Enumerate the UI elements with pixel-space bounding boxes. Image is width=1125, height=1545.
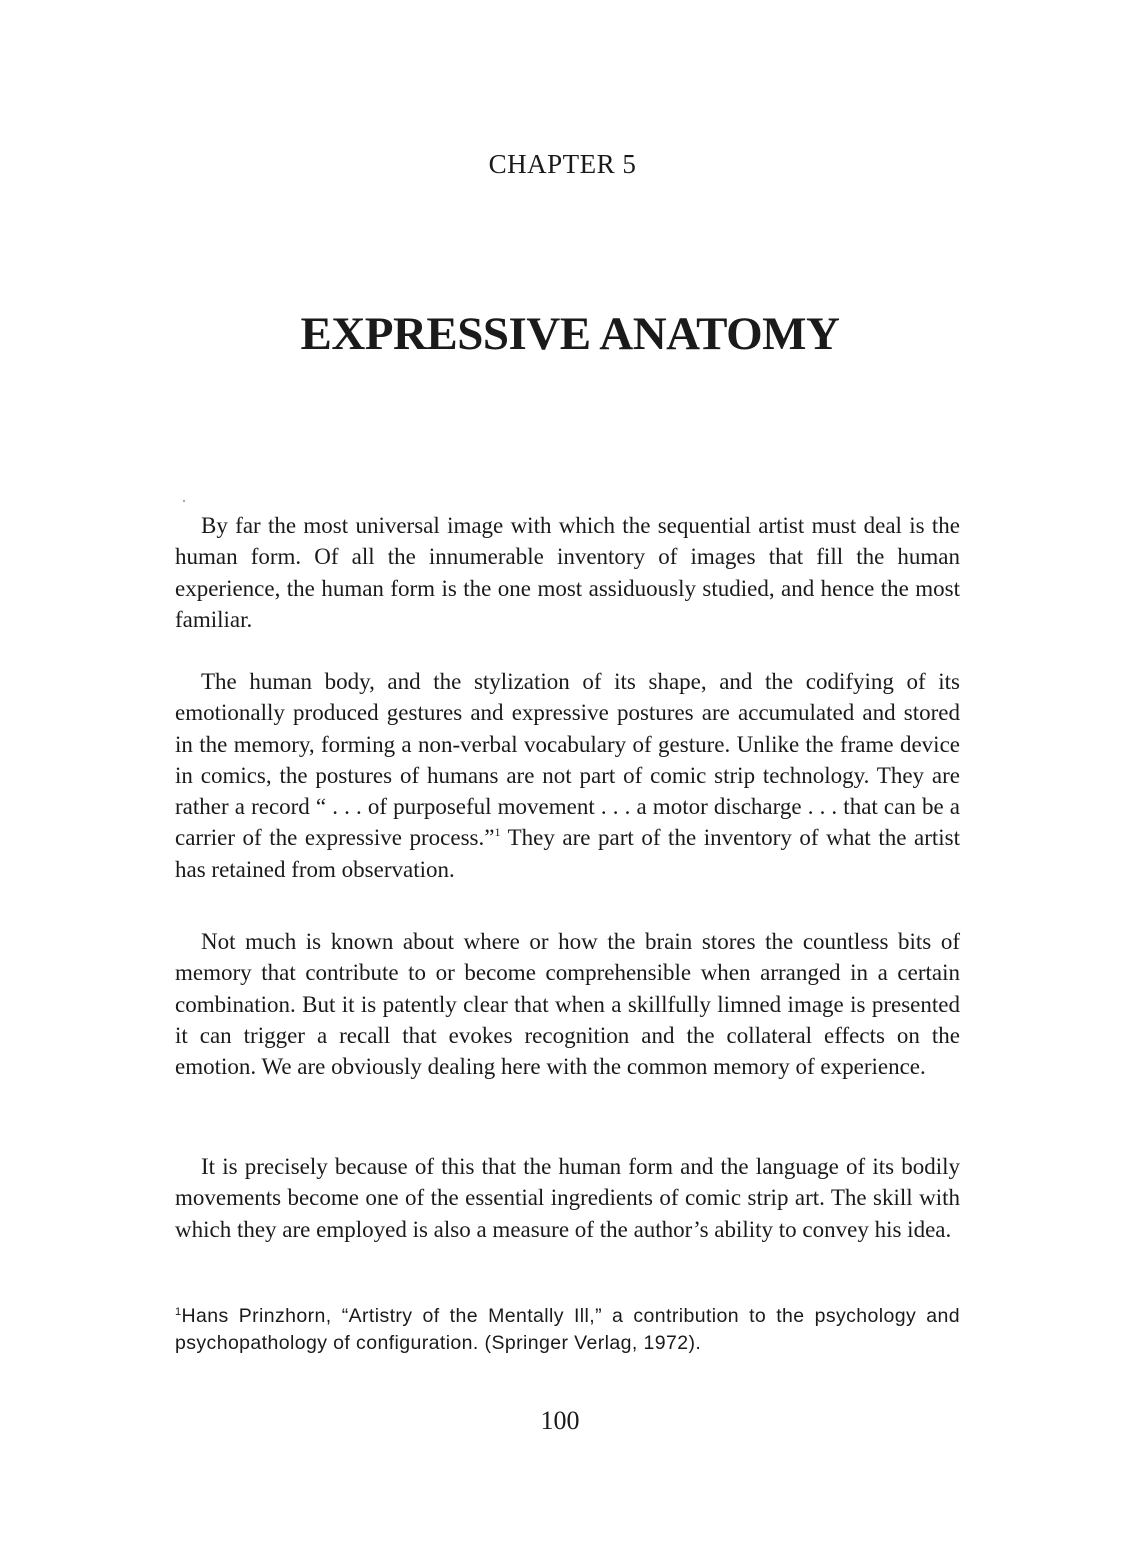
print-speck (183, 500, 185, 502)
footnote (175, 1303, 960, 1357)
page-number: 100 (540, 1406, 580, 1435)
body-paragraph-4: It is precisely because of this that the human form and the language of its bodily movements become one of the essential ingredients of comic strip art. The skill with which they are employed is also a measure of the author’s ability to convey his idea. (175, 1154, 960, 1242)
body-paragraph-1: By far the most universal image with which the sequential artist must deal is the human form. Of all the innumerable inventory of images that fill the human experience, the human form is the one most assiduously studied, and hence the most familiar. (175, 513, 960, 632)
footnote-marker: 1 (175, 1306, 182, 1318)
footnote-reference: 1 (494, 825, 501, 840)
paragraph-2-text-after-note: They are part of the inventory of what the artist has retained from observation. (175, 825, 960, 882)
footnote-text: Hans Prinzhorn, “Artistry of the Mentally Ill,” a contribution to the psychology and psychopathology of configuration. (Springer Verlag, 1972). (175, 1305, 960, 1354)
chapter-label: CHAPTER 5 (488, 149, 637, 179)
paragraph-2-text-before-note: The human body, and the stylization of its shape, and the codifying of its emotionally produced gestures and expressive postures are accumulated and stored in the memory, forming a non-verbal vocabulary of gesture. Unlike the frame device in comics, the postures of humans are not part of comic strip technology. They are rather a record “ . . . of purposeful movement . . . a motor discharge . . . that can be a carrier of the expressive process.” (175, 669, 960, 851)
body-paragraph-3: Not much is known about where or how the brain stores the countless bits of memory that contribute to or become comprehensible when arranged in a certain combination. But it is patently clear that when a skillfully limned image is presented it can trigger a recall that evokes recognition and the collateral effects on the emotion. We are obviously dealing here with the common memory of experience. (175, 929, 960, 1080)
body-paragraph-2 (175, 666, 960, 885)
chapter-title: EXPRESSIVE ANATOMY (300, 308, 840, 360)
